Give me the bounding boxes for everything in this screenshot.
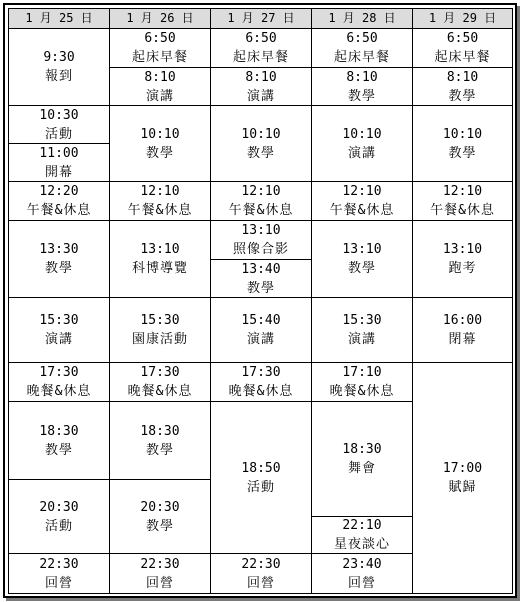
- slot-time: 12:20: [39, 184, 79, 199]
- slot-activity: 活動: [246, 479, 275, 495]
- slot-activity: 晚餐&休息: [26, 384, 92, 399]
- slot-activity: 星夜談心: [333, 537, 390, 552]
- slot-time: 17:10: [342, 365, 382, 380]
- slot-time: 18:30: [140, 423, 180, 439]
- schedule-slot: [412, 181, 513, 221]
- slot-time: 9:30: [43, 50, 75, 65]
- schedule-slot: [8, 105, 110, 144]
- slot-activity: 起床早餐: [232, 50, 289, 65]
- schedule-slot: [8, 362, 110, 402]
- slot-activity: 教學: [145, 518, 174, 534]
- schedule-slot: [8, 401, 110, 480]
- slot-activity: 閉幕: [448, 332, 477, 347]
- schedule-table: [8, 8, 512, 593]
- schedule-slot: [109, 67, 211, 106]
- slot-activity: 午餐&休息: [228, 203, 294, 218]
- slot-activity: 科博導覽: [131, 261, 188, 276]
- slot-time: 15:30: [342, 313, 382, 328]
- schedule-slot: [109, 553, 211, 594]
- day-header-label: 1 月 29 日: [428, 11, 497, 25]
- slot-time: 13:10: [342, 242, 382, 257]
- slot-time: 6:50: [346, 31, 378, 46]
- schedule-slot: [412, 220, 513, 298]
- schedule-slot: [109, 28, 211, 68]
- slot-activity: 起床早餐: [434, 50, 491, 65]
- slot-time: 13:10: [442, 242, 483, 257]
- slot-time: 17:00: [442, 461, 483, 476]
- schedule-slot: [311, 67, 413, 106]
- slot-time: 12:10: [442, 184, 483, 199]
- day-header: [109, 8, 211, 29]
- schedule-slot: [311, 297, 413, 363]
- slot-time: 23:40: [342, 556, 382, 572]
- schedule-slot: [412, 28, 513, 68]
- slot-activity: 報到: [44, 69, 73, 84]
- slot-activity: 午餐&休息: [329, 203, 395, 218]
- slot-activity: 晚餐&休息: [127, 384, 193, 399]
- slot-activity: 活動: [44, 126, 73, 142]
- slot-activity: 午餐&休息: [127, 203, 193, 218]
- slot-time: 18:50: [241, 460, 281, 476]
- slot-activity: 教學: [44, 442, 73, 458]
- slot-time: 22:30: [241, 556, 281, 572]
- slot-activity: 教學: [246, 145, 275, 161]
- slot-activity: 回營: [44, 575, 73, 591]
- schedule-slot: [311, 401, 413, 517]
- slot-activity: 演講: [347, 145, 376, 161]
- schedule-slot: [311, 28, 413, 68]
- slot-activity: 教學: [347, 88, 376, 104]
- slot-activity: 園康活動: [131, 332, 188, 347]
- day-header-label: 1 月 28 日: [328, 11, 396, 25]
- schedule-slot: [210, 259, 312, 298]
- slot-time: 6:50: [144, 31, 176, 46]
- day-header: [8, 8, 110, 29]
- slot-time: 12:10: [342, 184, 382, 199]
- slot-time: 10:10: [442, 126, 483, 142]
- slot-activity: 照像合影: [232, 242, 289, 257]
- schedule-slot: [8, 28, 110, 106]
- slot-time: 6:50: [245, 31, 277, 46]
- slot-activity: 演講: [246, 88, 275, 104]
- slot-activity: 教學: [448, 145, 477, 161]
- schedule-slot: [8, 181, 110, 221]
- slot-time: 20:30: [140, 499, 180, 515]
- slot-activity: 教學: [347, 261, 376, 276]
- day-header: [311, 8, 413, 29]
- slot-time: 10:30: [39, 107, 79, 123]
- slot-time: 22:10: [342, 518, 382, 533]
- schedule-slot: [109, 479, 211, 554]
- schedule-slot: [109, 362, 211, 402]
- slot-time: 22:30: [140, 556, 180, 572]
- schedule-slot: [412, 297, 513, 363]
- slot-time: 11:00: [39, 145, 79, 161]
- slot-activity: 晚餐&休息: [329, 384, 395, 399]
- slot-activity: 回營: [145, 575, 174, 591]
- slot-activity: 教學: [145, 145, 174, 161]
- schedule-slot: [8, 143, 110, 182]
- schedule-slot: [210, 401, 312, 554]
- slot-time: 10:10: [342, 126, 382, 142]
- slot-activity: 活動: [44, 518, 73, 534]
- slot-activity: 舞會: [347, 461, 376, 476]
- slot-time: 10:10: [241, 126, 281, 142]
- schedule-slot: [109, 220, 211, 298]
- slot-time: 13:10: [140, 242, 180, 257]
- slot-activity: 教學: [448, 88, 477, 104]
- slot-activity: 回營: [347, 575, 376, 591]
- slot-time: 8:10: [144, 69, 176, 85]
- slot-activity: 賦歸: [448, 480, 477, 495]
- schedule-slot: [210, 553, 312, 594]
- schedule-slot: [8, 220, 110, 298]
- schedule-slot: [109, 181, 211, 221]
- day-header: [210, 8, 312, 29]
- schedule-slot: [210, 297, 312, 363]
- slot-time: 13:30: [39, 242, 79, 257]
- slot-activity: 開幕: [44, 164, 73, 180]
- schedule-slot: [311, 553, 413, 594]
- schedule-slot: [8, 297, 110, 363]
- schedule-slot: [311, 220, 413, 298]
- schedule-slot: [412, 362, 513, 594]
- slot-time: 17:30: [140, 365, 180, 380]
- slot-activity: 演講: [145, 88, 174, 104]
- slot-time: 16:00: [442, 313, 483, 328]
- slot-activity: 晚餐&休息: [228, 384, 294, 399]
- schedule-slot: [8, 479, 110, 554]
- slot-activity: 跑考: [448, 261, 477, 276]
- slot-activity: 午餐&休息: [26, 203, 92, 218]
- slot-activity: 教學: [246, 280, 275, 296]
- slot-time: 20:30: [39, 499, 79, 515]
- slot-time: 10:10: [140, 126, 180, 142]
- slot-time: 8:10: [245, 69, 277, 85]
- slot-time: 12:10: [241, 184, 281, 199]
- schedule-slot: [109, 297, 211, 363]
- schedule-frame: [3, 3, 517, 598]
- slot-time: 12:10: [140, 184, 180, 199]
- slot-activity: 回營: [246, 575, 275, 591]
- schedule-slot: [109, 105, 211, 182]
- slot-activity: 教學: [145, 442, 174, 458]
- schedule-slot: [311, 181, 413, 221]
- schedule-slot: [412, 105, 513, 182]
- slot-time: 22:30: [39, 556, 79, 572]
- slot-activity: 教學: [44, 261, 73, 276]
- slot-activity: 演講: [44, 332, 73, 347]
- slot-time: 6:50: [446, 31, 479, 46]
- slot-activity: 起床早餐: [333, 50, 390, 65]
- schedule-slot: [311, 362, 413, 402]
- slot-time: 15:30: [39, 313, 79, 328]
- slot-time: 18:30: [39, 423, 79, 439]
- schedule-slot: [8, 553, 110, 594]
- slot-activity: 午餐&休息: [430, 203, 495, 218]
- schedule-slot: [412, 67, 513, 106]
- schedule-slot: [210, 220, 312, 260]
- slot-time: 18:30: [342, 442, 382, 457]
- schedule-slot: [311, 516, 413, 554]
- schedule-slot: [210, 105, 312, 182]
- schedule-slot: [210, 362, 312, 402]
- schedule-slot: [109, 401, 211, 480]
- schedule-slot: [210, 28, 312, 68]
- slot-time: 15:30: [140, 313, 180, 328]
- slot-time: 17:30: [39, 365, 79, 380]
- slot-time: 13:10: [241, 223, 281, 238]
- slot-time: 8:10: [346, 69, 378, 85]
- slot-time: 17:30: [241, 365, 281, 380]
- slot-activity: 起床早餐: [131, 50, 188, 65]
- day-header-label: 1 月 26 日: [126, 11, 194, 25]
- day-header-label: 1 月 25 日: [25, 11, 93, 25]
- schedule-slot: [210, 181, 312, 221]
- schedule-slot: [210, 67, 312, 106]
- slot-activity: 演講: [347, 332, 376, 347]
- day-header-label: 1 月 27 日: [227, 11, 295, 25]
- slot-time: 15:40: [241, 313, 281, 328]
- slot-time: 8:10: [446, 69, 479, 85]
- day-header: [412, 8, 513, 29]
- slot-time: 13:40: [241, 261, 281, 277]
- schedule-slot: [311, 105, 413, 182]
- slot-activity: 演講: [246, 332, 275, 347]
